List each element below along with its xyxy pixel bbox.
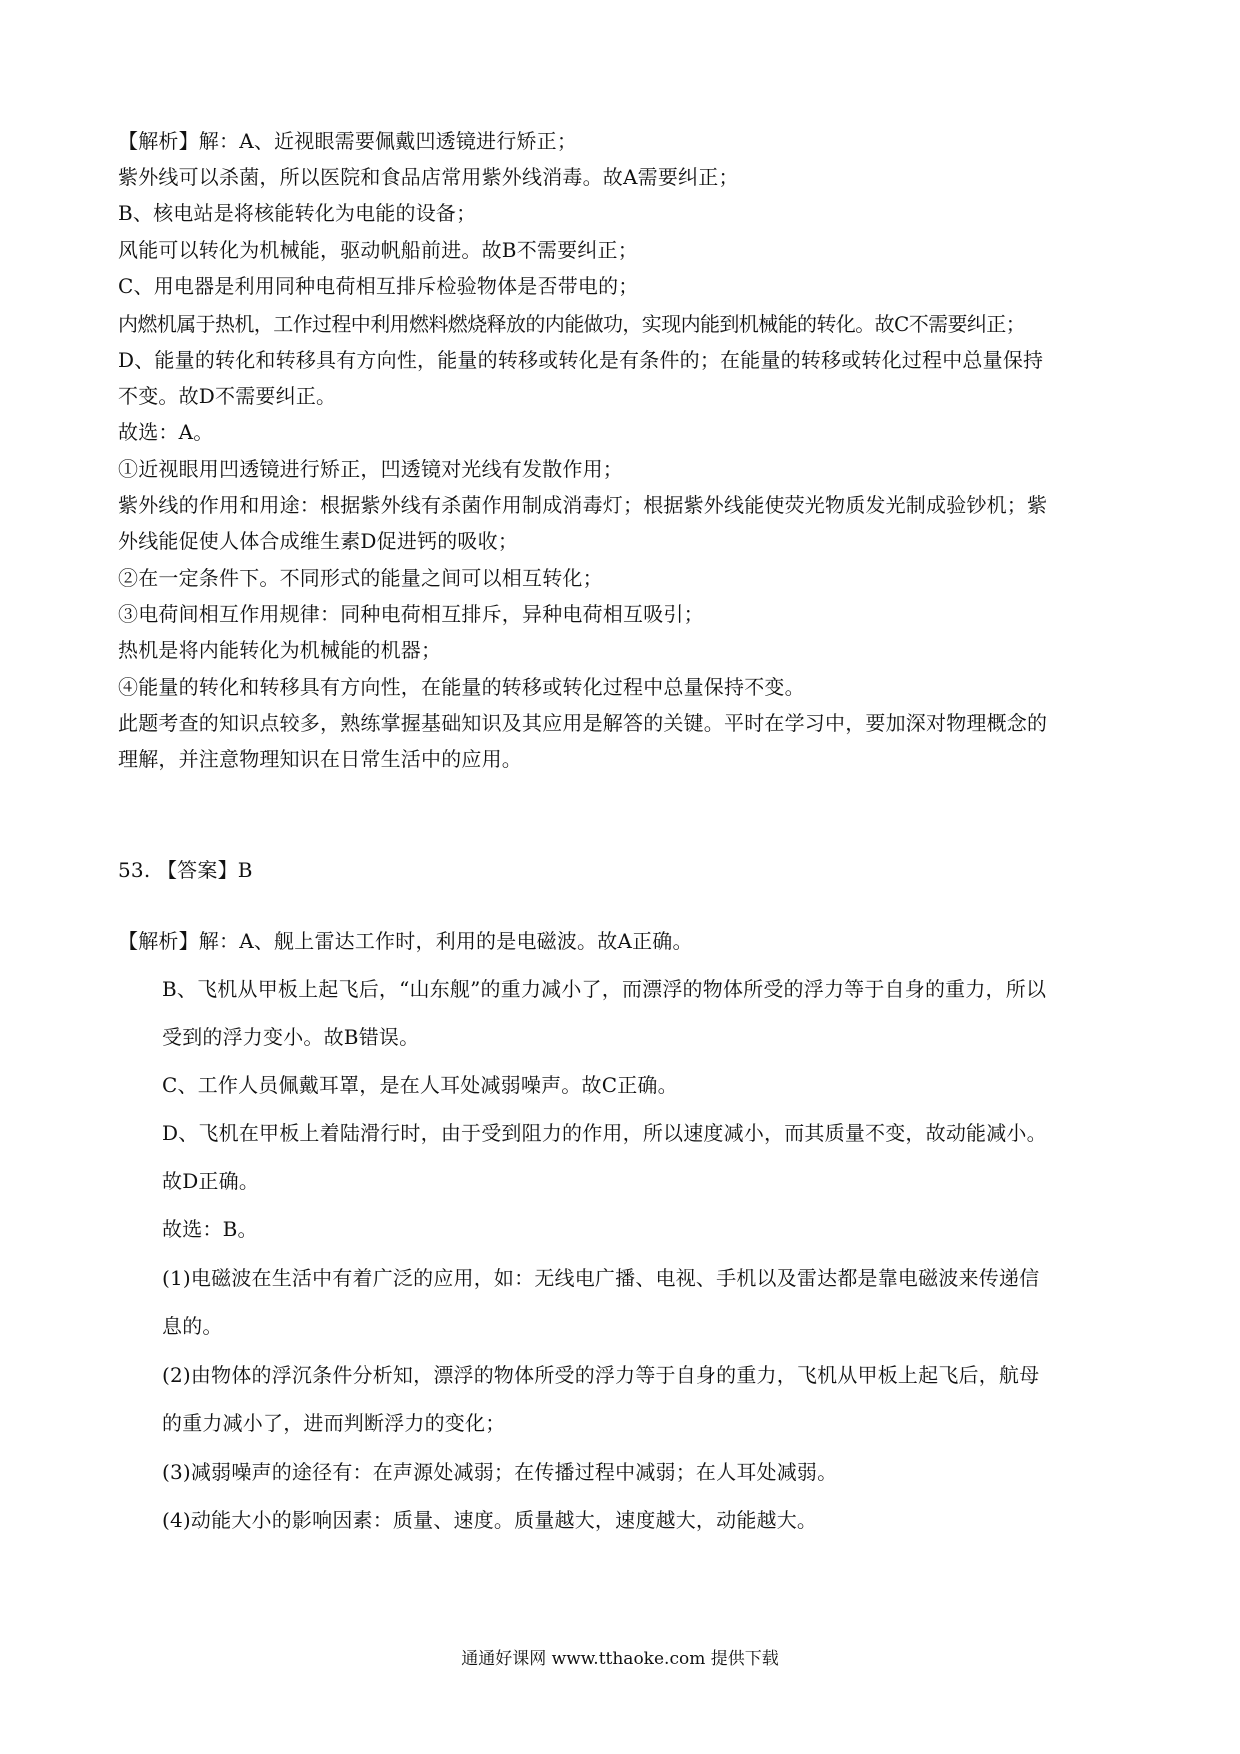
analysis-line: (3)减弱噪声的途径有：在声源处减弱；在传播过程中减弱；在人耳处减弱。	[162, 1460, 838, 1484]
analysis-line: 故D正确。	[162, 1169, 260, 1193]
analysis-line: B、飞机从甲板上起飞后，“山东舰”的重力减小了，而漂浮的物体所受的浮力等于自身的重力，所以	[162, 977, 1047, 1001]
analysis-line: C、工作人员佩戴耳罩，是在人耳处减弱噪声。故C正确。	[162, 1073, 678, 1097]
analysis-line: D、飞机在甲板上着陆滑行时，由于受到阻力的作用，所以速度减小，而其质量不变，故动能减小。	[162, 1121, 1047, 1145]
analysis-line: ①近视眼用凹透镜进行矫正，凹透镜对光线有发散作用；	[118, 457, 623, 481]
analysis-line: (4)动能大小的影响因素：质量、速度。质量越大，速度越大，动能越大。	[162, 1508, 818, 1532]
analysis-line: ③电荷间相互作用规律：同种电荷相互排斥，异种电荷相互吸引；	[118, 602, 704, 626]
analysis-line: 受到的浮力变小。故B错误。	[162, 1025, 420, 1049]
analysis-line: 热机是将内能转化为机械能的机器；	[118, 638, 442, 662]
analysis-line: (1)电磁波在生活中有着广泛的应用，如：无线电广播、电视、手机以及雷达都是靠电磁波来传递信	[162, 1266, 1040, 1290]
analysis-line: B、核电站是将核能转化为电能的设备；	[118, 201, 477, 225]
analysis-line: (2)由物体的浮沉条件分析知，漂浮的物体所受的浮力等于自身的重力，飞机从甲板上起飞后，航母	[162, 1363, 1040, 1387]
analysis-line: 故选：B。	[162, 1217, 258, 1241]
analysis-line: 的重力减小了，进而判断浮力的变化；	[162, 1411, 506, 1435]
answer-heading: 53. 【答案】B	[118, 858, 253, 882]
analysis-line: ④能量的转化和转移具有方向性，在能量的转移或转化过程中总量保持不变。	[118, 675, 805, 699]
page-footer: 通通好课网 www.tthaoke.com 提供下载	[461, 1649, 779, 1669]
analysis-line: 内燃机属于热机，工作过程中利用燃料燃烧释放的内能做功，实现内能到机械能的转化。故C不需要纠正；	[118, 312, 1026, 336]
analysis-line: 紫外线的作用和用途：根据紫外线有杀菌作用制成消毒灯；根据紫外线能使荧光物质发光制成验钞机；紫	[118, 493, 1048, 517]
analysis-line: ②在一定条件下。不同形式的能量之间可以相互转化；	[118, 566, 603, 590]
analysis-intro: 【解析】解：A、舰上雷达工作时，利用的是电磁波。故A正确。	[118, 929, 693, 953]
analysis-line: 故选：A。	[118, 420, 214, 444]
analysis-line: 理解，并注意物理知识在日常生活中的应用。	[118, 747, 522, 771]
analysis-line: C、用电器是利用同种电荷相互排斥检验物体是否带电的；	[118, 274, 639, 298]
analysis-line: 外线能促使人体合成维生素D促进钙的吸收；	[118, 529, 519, 553]
analysis-line: D、能量的转化和转移具有方向性，能量的转移或转化是有条件的；在能量的转移或转化过程中总量保持	[118, 348, 1044, 372]
analysis-line: 紫外线可以杀菌，所以医院和食品店常用紫外线消毒。故A需要纠正；	[118, 165, 739, 189]
analysis-line: 不变。故D不需要纠正。	[118, 384, 337, 408]
analysis-line: 【解析】解：A、近视眼需要佩戴凹透镜进行矫正；	[118, 129, 578, 153]
analysis-line: 息的。	[162, 1314, 223, 1338]
analysis-line: 风能可以转化为机械能，驱动帆船前进。故B不需要纠正；	[118, 238, 638, 262]
analysis-line: 此题考查的知识点较多，熟练掌握基础知识及其应用是解答的关键。平时在学习中，要加深对物理概念的	[118, 711, 1048, 735]
